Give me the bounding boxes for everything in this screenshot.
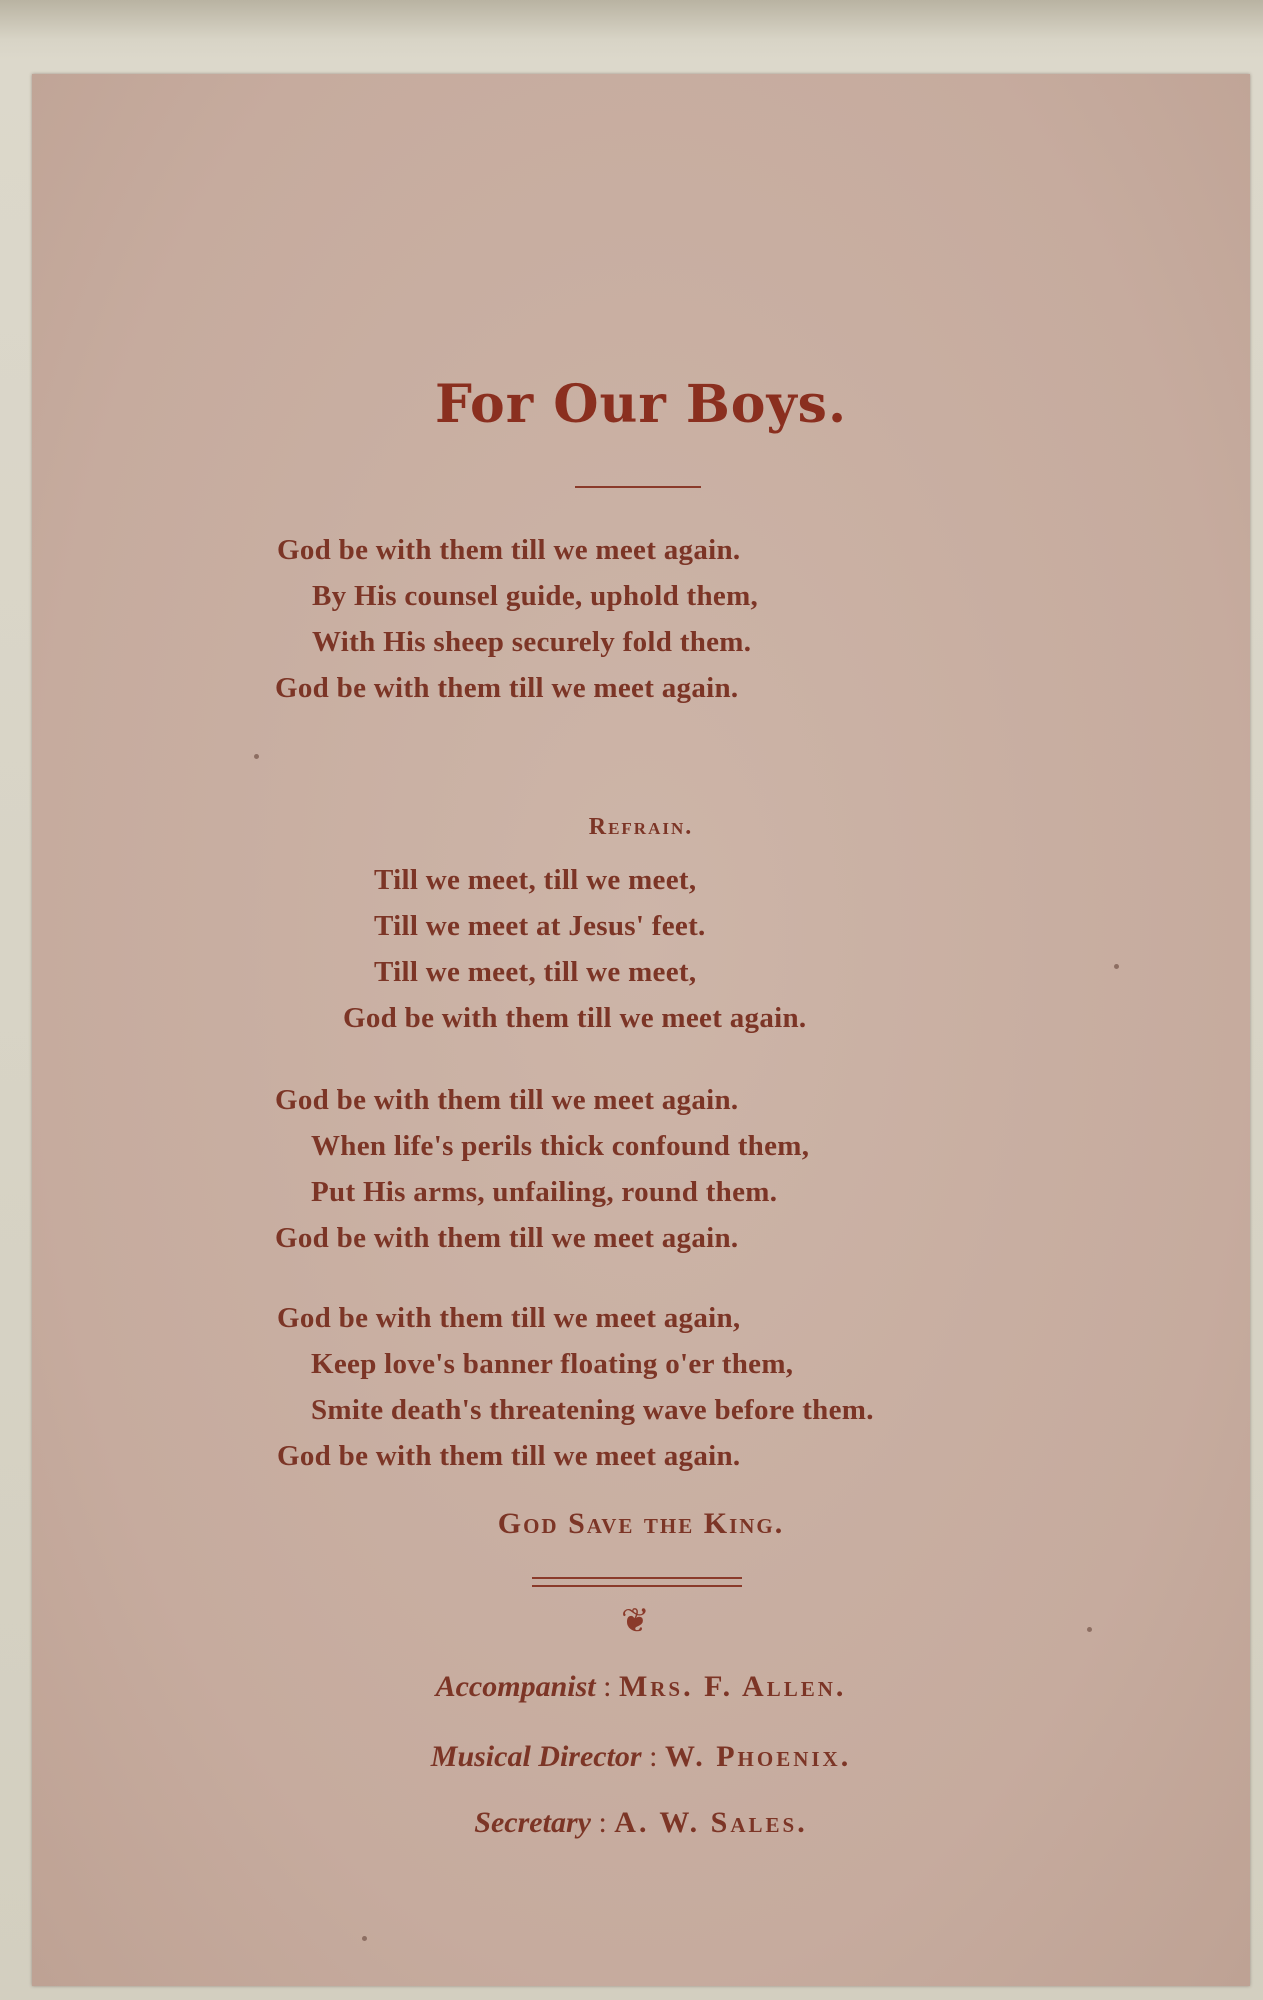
- verse3-line-4: God be with them till we meet again.: [277, 1440, 741, 1472]
- paper-speck: [1087, 1627, 1092, 1632]
- credit-name: A. W. Sales.: [614, 1806, 808, 1839]
- refrain-line-2: Till we meet at Jesus' feet.: [374, 910, 706, 942]
- verse2-line-1: God be with them till we meet again.: [275, 1084, 739, 1116]
- refrain-line-4: God be with them till we meet again.: [343, 1002, 807, 1034]
- verse1-line-3: With His sheep securely fold them.: [312, 626, 752, 658]
- refrain-line-3: Till we meet, till we meet,: [374, 956, 697, 988]
- verse3-line-1: God be with them till we meet again,: [277, 1302, 741, 1334]
- credit-separator: :: [595, 1670, 619, 1703]
- anthem-line: God Save the King.: [497, 1507, 785, 1540]
- page-title: For Our Boys.: [434, 374, 848, 435]
- program-page: [32, 74, 1250, 1986]
- credit-role: Musical Director: [430, 1740, 642, 1773]
- verse2-line-3: Put His arms, unfailing, round them.: [311, 1176, 778, 1208]
- credit-separator: :: [641, 1740, 665, 1773]
- credit-name: Mrs. F. Allen.: [618, 1670, 847, 1703]
- credit-name: W. Phoenix.: [664, 1740, 852, 1773]
- verse2-line-2: When life's perils thick confound them,: [311, 1130, 810, 1162]
- credit-role: Accompanist: [435, 1670, 596, 1703]
- verse3-line-3: Smite death's threatening wave before them.: [311, 1394, 874, 1426]
- credit-musical-director: [32, 1740, 1250, 1774]
- credit-secretary: [32, 1806, 1250, 1840]
- paper-speck: [362, 1936, 367, 1941]
- title-rule: [575, 486, 701, 488]
- paper-speck: [254, 754, 259, 759]
- credit-separator: :: [590, 1806, 615, 1839]
- page-content: [32, 74, 1250, 1986]
- refrain-line-1: Till we meet, till we meet,: [374, 864, 697, 896]
- verse2-line-4: God be with them till we meet again.: [275, 1222, 739, 1254]
- double-rule-bottom: [532, 1585, 742, 1587]
- credit-role: Secretary: [474, 1806, 591, 1839]
- refrain-heading: Refrain.: [588, 814, 694, 840]
- double-rule-top: [532, 1577, 742, 1579]
- verse1-line-4: God be with them till we meet again.: [275, 672, 739, 704]
- credit-accompanist: [32, 1670, 1250, 1704]
- verse1-line-2: By His counsel guide, uphold them,: [312, 580, 759, 612]
- fleuron-ornament: ❦: [621, 1603, 650, 1640]
- verse3-line-2: Keep love's banner floating o'er them,: [311, 1348, 794, 1380]
- verse1-line-1: God be with them till we meet again.: [277, 534, 741, 566]
- paper-speck: [1114, 964, 1119, 969]
